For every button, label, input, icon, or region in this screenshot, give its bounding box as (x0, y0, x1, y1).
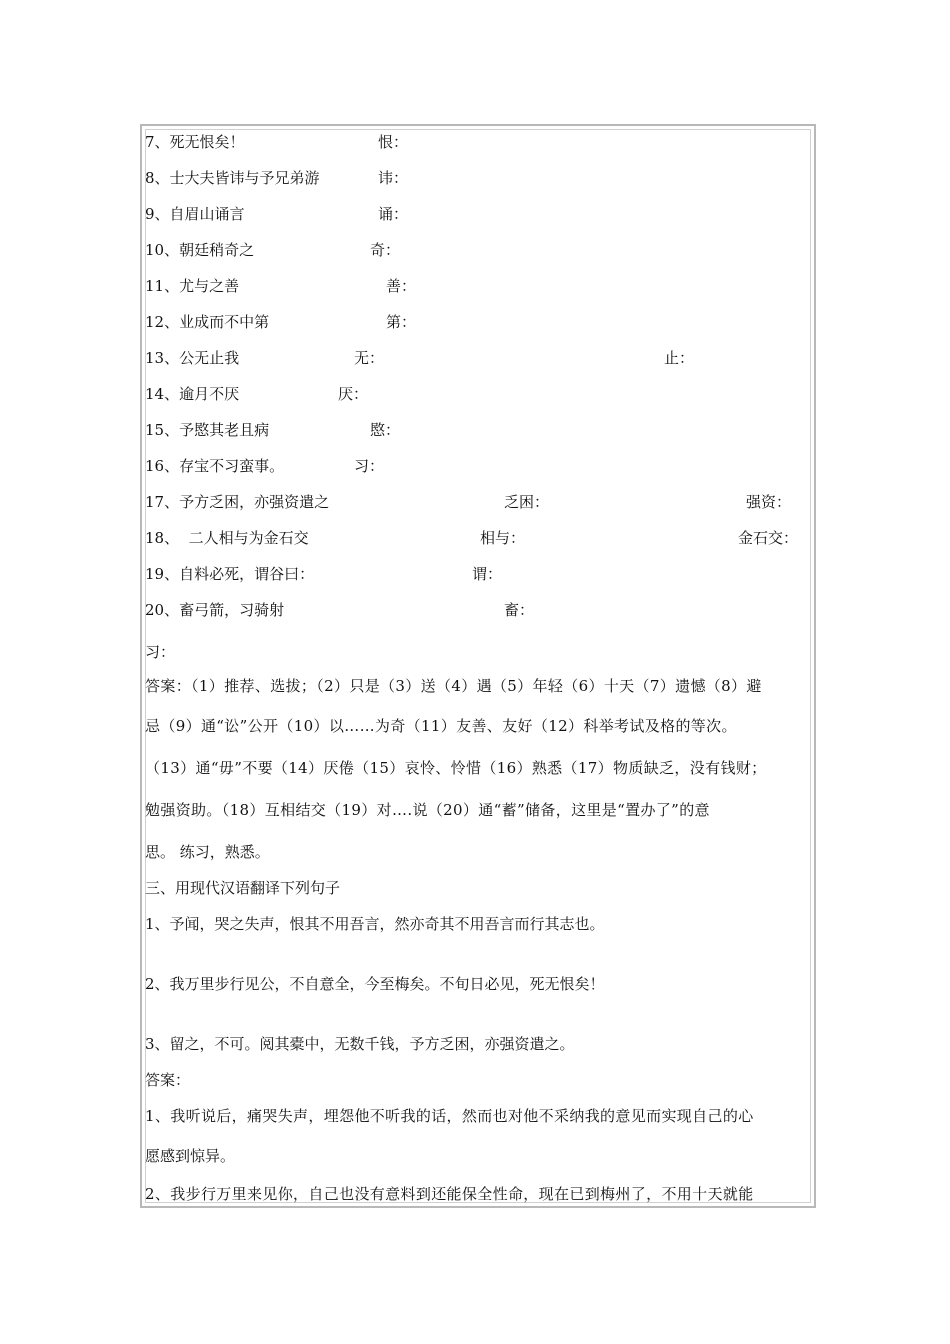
answer-line: 思。 练习，熟悉。 (145, 843, 270, 861)
vocab-term: 讳： (378, 169, 409, 187)
vocab-item-13: 13、公无止我 (145, 349, 240, 367)
translate-item: 3、留之，不可。阅其橐中，无数千钱，予方乏困，亦强资遣之。 (145, 1035, 575, 1053)
vocab-term: 奇： (370, 241, 401, 259)
answer-line: 答案：（1）推荐、选拔；（2）只是（3）送（4）遇（5）年轻（6）十天（7）遗憾（8）避 (145, 677, 762, 695)
vocab-term: 谓： (472, 565, 503, 583)
vocab-item-9: 9、自眉山诵言 (145, 205, 245, 223)
answer-line: （13）通“毋”不要（14）厌倦（15）哀怜、怜惜（16）熟悉（17）物质缺乏，没有钱财； (145, 759, 767, 777)
translate-item: 2、我万里步行见公，不自意全，今至梅矣。不旬日必见，死无恨矣！ (145, 975, 605, 993)
vocab-term: 金石交： (738, 529, 799, 547)
vocab-term: 善： (386, 277, 417, 295)
vocab-item-10: 10、朝廷稍奇之 (145, 241, 255, 259)
vocab-item-8: 8、士大夫皆讳与予兄弟游 (145, 169, 320, 187)
vocab-term: 习： (354, 457, 385, 475)
vocab-item-15: 15、予愍其老且病 (145, 421, 270, 439)
vocab-item-14: 14、逾月不厌 (145, 385, 240, 403)
vocab-term: 第： (386, 313, 417, 331)
vocab-term: 乏困： (504, 493, 550, 511)
vocab-term: 愍： (370, 421, 401, 439)
vocab-term: 厌： (338, 385, 369, 403)
vocab-item-20: 20、畜弓箭，习骑射 (145, 601, 285, 619)
vocab-item-18: 18、 二人相与为金石交 (145, 529, 309, 547)
answer-line: 1、我听说后，痛哭失声，埋怨他不听我的话，然而也对他不采纳我的意见而实现自己的心 (145, 1107, 754, 1125)
vocab-term: 诵： (378, 205, 409, 223)
vocab-item-7: 7、死无恨矣！ (145, 133, 245, 151)
answer-line: 2、我步行万里来见你，自己也没有意料到还能保全性命，现在已到梅州了，不用十天就能 (145, 1185, 754, 1203)
vocab-item-17: 17、予方乏困，亦强资遣之 (145, 493, 330, 511)
vocab-item-12: 12、业成而不中第 (145, 313, 270, 331)
vocab-term: 止： (664, 349, 695, 367)
vocab-term: 相与： (480, 529, 526, 547)
answer-line: 愿感到惊异。 (145, 1147, 236, 1165)
vocab-term: 恨： (378, 133, 409, 151)
vocab-item-11: 11、尤与之善 (145, 277, 240, 295)
answer-line: 忌（9）通“讼”公开（10）以……为奇（11）友善、友好（12）科举考试及格的等次。 (145, 717, 737, 735)
vocab-item-19: 19、自料必死，谓谷曰： (145, 565, 315, 583)
vocab-term: 强资： (746, 493, 792, 511)
vocab-term: 无： (354, 349, 385, 367)
vocab-item-16: 16、存宝不习蛮事。 (145, 457, 285, 475)
answer-label: 答案： (145, 1071, 191, 1089)
vocab-term: 畜： (504, 601, 535, 619)
section-title: 三、用现代汉语翻译下列句子 (145, 879, 341, 897)
translate-item: 1、予闻，哭之失声，恨其不用吾言，然亦奇其不用吾言而行其志也。 (145, 915, 605, 933)
answer-line: 勉强资助。（18）互相结交（19）对….说（20）通“蓄”储备，这里是“置办了”的意 (145, 801, 710, 819)
vocab-tail: 习： (145, 643, 176, 661)
